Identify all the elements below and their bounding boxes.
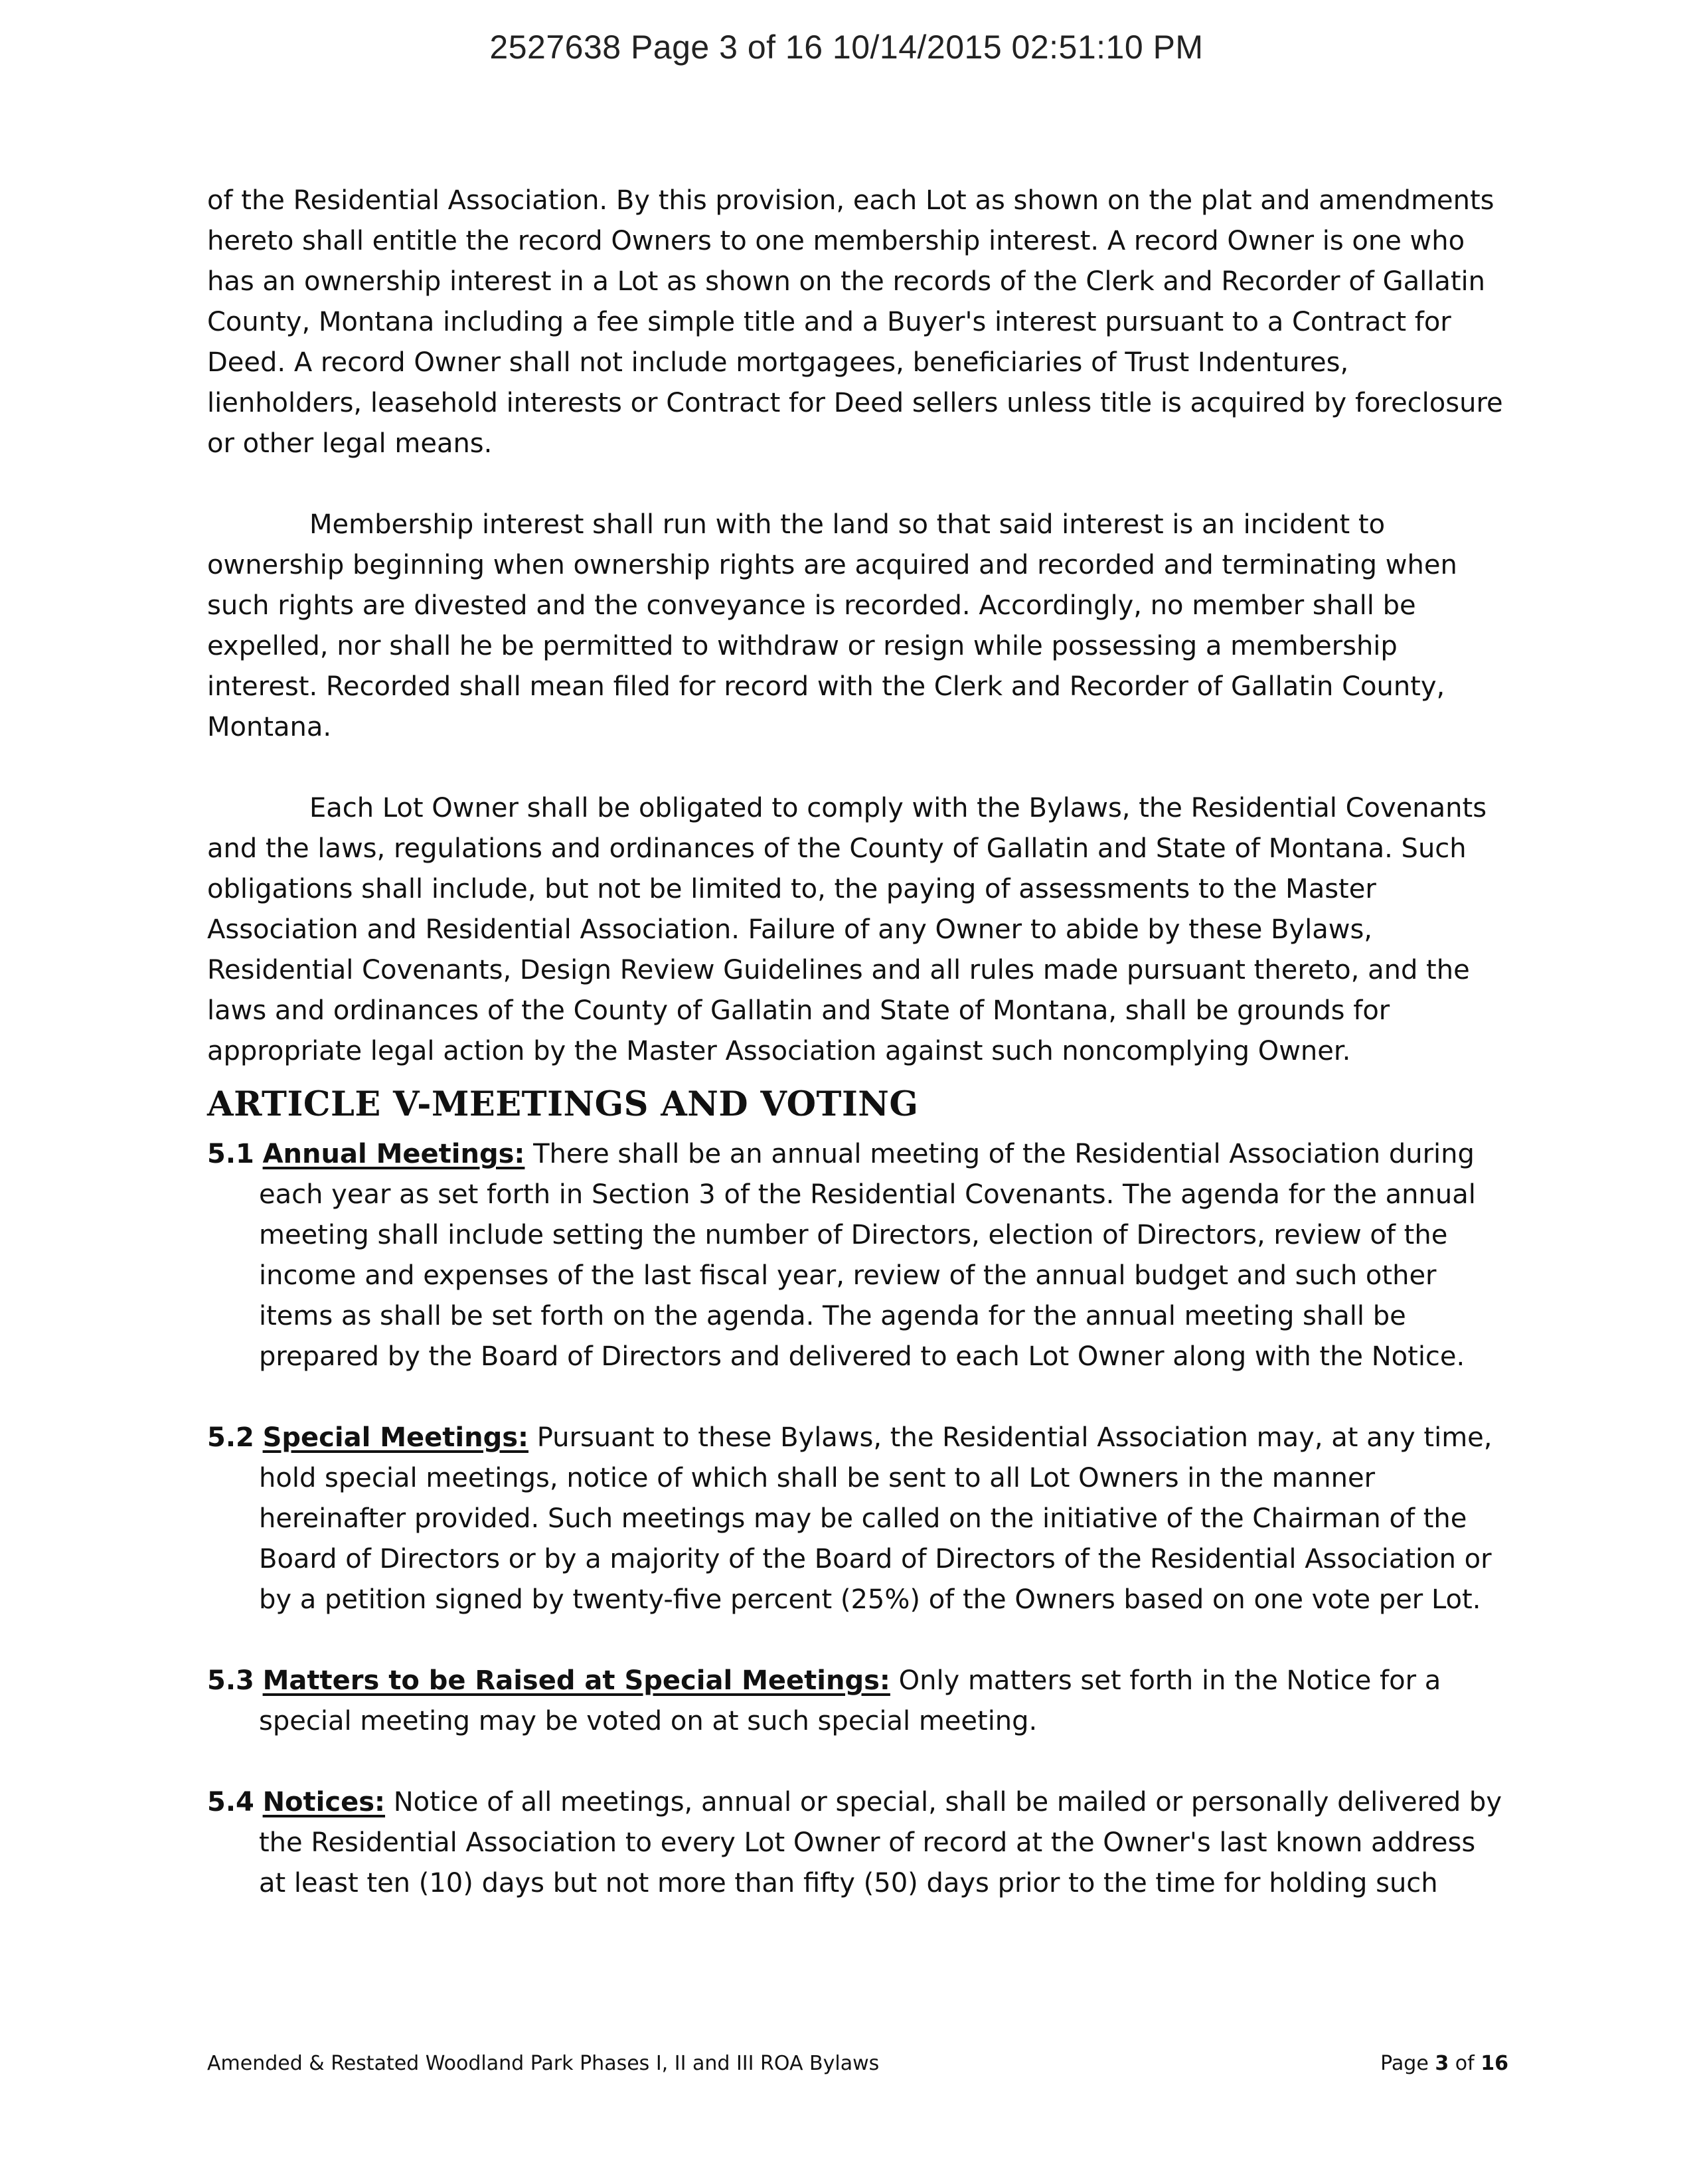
section-text: There shall be an annual meeting of the Residential Association during each year as set forth in Section 3 of the Residential Covenants. The agenda for the annual meeting shall include setting the number of Directors, election of Directors, review of the income and expenses of the last fiscal year, review of the annual budget and such other items as shall be set forth on the agenda. The agenda for the annual meeting shall be prepared by the Board of Directors and delivered to each Lot Owner along with the Notice. [259, 1139, 1476, 1372]
section-title: Special Meetings: [262, 1422, 529, 1453]
footer-page-current: 3 [1435, 2052, 1449, 2075]
paragraph-owner-obligations: Each Lot Owner shall be obligated to comply with the Bylaws, the Residential Covenants and the laws, regulations and ordinances of the County of Gallatin and State of Montana. Such obligations shall include, but not be limited to, the paying of assessments to the Master Association and Residential Association. Failure of any Owner to abide by these Bylaws, Residential Covenants, Design Review Guidelines and all rules made pursuant thereto, and the laws and ordinances of the County of Gallatin and State of Montana, shall be grounds for appropriate legal action by the Master Association against such noncomplying Owner. [207, 793, 1487, 1066]
section-notices [207, 1782, 1508, 1904]
article-heading: ARTICLE V-MEETINGS AND VOTING [207, 1084, 919, 1124]
section-number: 5.3 [207, 1665, 254, 1696]
section-number: 5.4 [207, 1787, 254, 1817]
section-number: 5.2 [207, 1422, 254, 1453]
footer-document-title: Amended & Restated Woodland Park Phases I, II and III ROA Bylaws [207, 2052, 880, 2075]
section-matters-special-meetings [207, 1661, 1508, 1742]
section-title: Matters to be Raised at Special Meetings: [262, 1665, 890, 1696]
section-title: Notices: [262, 1787, 386, 1817]
paragraph-continuation: of the Residential Association. By this provision, each Lot as shown on the plat and amendments hereto shall entitle the record Owners to one membership interest. A record Owner is one who has an ownership interest in a Lot as shown on the records of the Clerk and Recorder of Gallatin County, Montana including a fee simple title and a Buyer's interest pursuant to a Contract for Deed. A record Owner shall not include mortgagees, beneficiaries of Trust Indentures, lienholders, leasehold interests or Contract for Deed sellers unless title is acquired by foreclosure or other legal means. [207, 185, 1503, 459]
section-text: Only matters set forth in the Notice for a special meeting may be voted on at such special meeting. [259, 1665, 1441, 1736]
document-body [207, 181, 1508, 1904]
footer-page-number [1380, 2052, 1508, 2075]
footer-page-total: 16 [1481, 2052, 1508, 2075]
section-number: 5.1 [207, 1139, 254, 1169]
section-text: Notice of all meetings, annual or special, shall be mailed or personally delivered by the Residential Association to every Lot Owner of record at the Owner's last known address at least ten (10) days but not more than fifty (50) days prior to the time for holding such [259, 1787, 1502, 1898]
section-special-meetings [207, 1418, 1508, 1620]
section-annual-meetings [207, 1134, 1508, 1377]
footer-page-of: of [1455, 2052, 1475, 2075]
footer-page-label: Page [1380, 2052, 1429, 2075]
section-text: Pursuant to these Bylaws, the Residential Association may, at any time, hold special meetings, notice of which shall be sent to all Lot Owners in the manner hereinafter provided. Such meetings may be called on the initiative of the Chairman of the Board of Directors or by a majority of the Board of Directors of the Residential Association or by a petition signed by twenty-five percent (25%) of the Owners based on one vote per Lot. [259, 1422, 1492, 1615]
recording-stamp: 2527638 Page 3 of 16 10/14/2015 02:51:10 PM [489, 29, 1204, 66]
paragraph-membership-interest: Membership interest shall run with the land so that said interest is an incident to ownership beginning when ownership rights are acquired and recorded and terminating when such rights are divested and the conveyance is recorded. Accordingly, no member shall be expelled, nor shall he be permitted to withdraw or resign while possessing a membership interest. Recorded shall mean filed for record with the Clerk and Recorder of Gallatin County, Montana. [207, 509, 1457, 742]
section-title: Annual Meetings: [262, 1139, 525, 1169]
